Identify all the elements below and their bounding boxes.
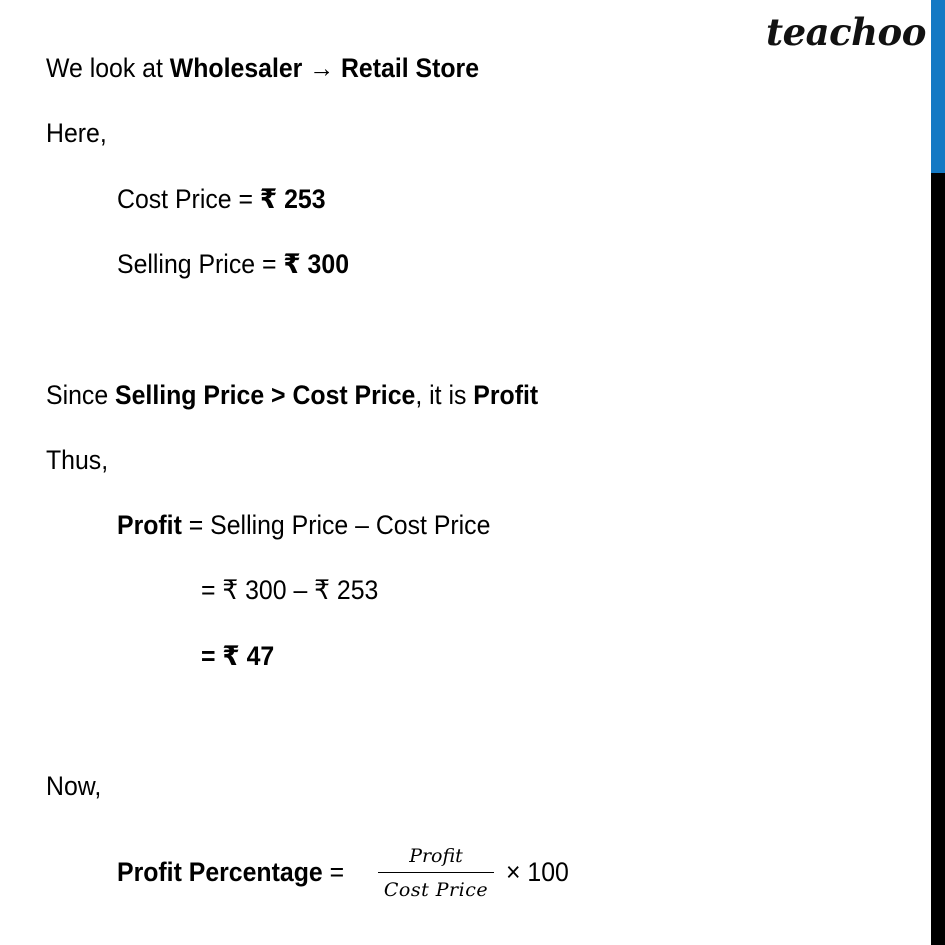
profit-fraction (378, 843, 494, 905)
profit-percentage-equals: = (322, 857, 345, 887)
intro-line (46, 52, 479, 84)
cost-price-value: ₹ 253 (259, 184, 326, 214)
since-prefix: Since (46, 380, 116, 410)
selling-price-label: Selling Price = (117, 249, 284, 279)
profit-result-line: = ₹ 47 (201, 641, 275, 671)
intro-from: Wholesaler (169, 53, 303, 83)
profit-percentage-term: Profit Percentage (117, 857, 323, 887)
intro-to: Retail Store (340, 53, 480, 83)
since-condition: Selling Price > Cost Price (115, 380, 416, 410)
fraction-denominator: Cost Price (383, 879, 489, 901)
intro-prefix: We look at (46, 53, 170, 83)
selling-price-line (117, 248, 349, 280)
profit-percentage-line (117, 856, 344, 888)
multiplier: × 100 (506, 857, 569, 887)
now-label: Now, (46, 771, 102, 801)
scrollbar-thumb[interactable] (931, 0, 945, 173)
cost-price-label: Cost Price = (117, 184, 260, 214)
teachoo-logo: teachoo (766, 10, 926, 54)
here-label: Here, (46, 118, 107, 148)
profit-term: Profit (117, 510, 182, 540)
since-line (46, 379, 538, 411)
profit-formula-rest: = Selling Price – Cost Price (181, 510, 491, 540)
profit-step-line: = ₹ 300 – ₹ 253 (201, 575, 379, 605)
selling-price-value: ₹ 300 (283, 249, 350, 279)
fraction-numerator: Profit (409, 845, 463, 867)
scrollbar-track[interactable] (931, 0, 945, 945)
thus-label: Thus, (46, 445, 109, 475)
fraction-bar (378, 872, 494, 873)
since-middle: , it is (415, 380, 474, 410)
right-arrow-icon: → (302, 53, 341, 83)
cost-price-line (117, 183, 326, 215)
profit-formula-line (117, 509, 490, 541)
since-result: Profit (473, 380, 539, 410)
